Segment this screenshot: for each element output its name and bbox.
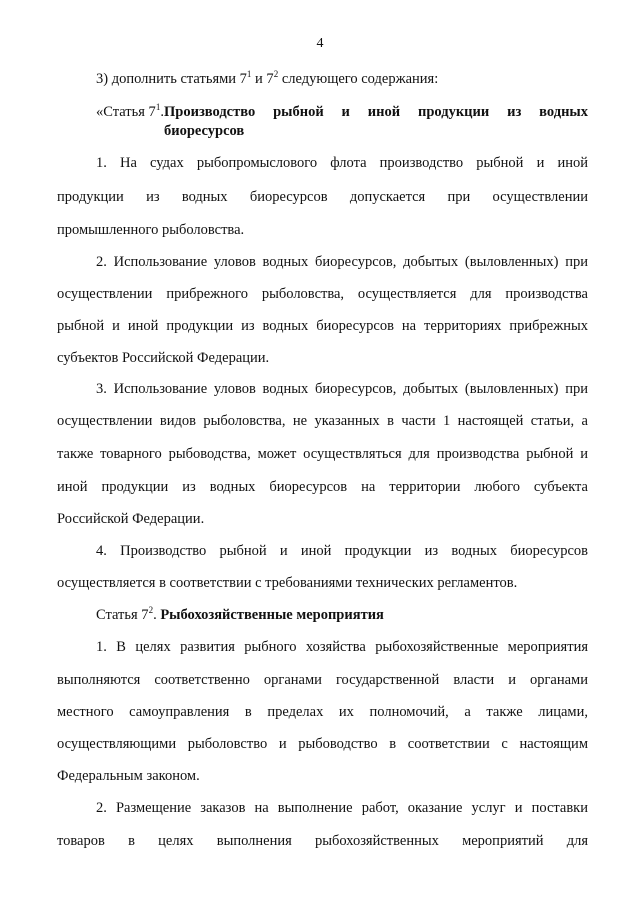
paragraph-3-line-2: осуществлении видов рыболовства, не указанных в части 1 настоящей статьи, а bbox=[57, 413, 588, 429]
amendment-intro: 3) дополнить статьями $7^1$ и $7^2$ следующего содержания: bbox=[96, 69, 439, 87]
paragraph-1-line-2: продукции из водных биоресурсов допускается при осуществлении bbox=[57, 189, 588, 205]
paragraph-4-line-1: 4. Производство рыбной и иной продукции из водных биоресурсов bbox=[96, 543, 588, 559]
paragraph-1-line-1: 1. На судах рыбопромыслового флота производство рыбной и иной bbox=[96, 155, 588, 171]
paragraph-2-line-3: рыбной и иной продукции из водных биоресурсов на территориях прибрежных bbox=[57, 318, 588, 334]
paragraph-2-line-1: 2. Использование уловов водных биоресурсов, добытых (выловленных) при bbox=[96, 254, 588, 270]
article-7-1-label: «Статья $7^1$. bbox=[96, 102, 164, 120]
paragraph-5-line-3: местного самоуправления в пределах их полномочий, а также лицами, bbox=[57, 704, 588, 720]
paragraph-5-line-5: Федеральным законом. bbox=[57, 768, 200, 784]
article-7-2-label: Статья $7^2$. bbox=[96, 605, 161, 623]
paragraph-3-line-5: Российской Федерации. bbox=[57, 511, 205, 527]
paragraph-5-line-1: 1. В целях развития рыбного хозяйства рыбохозяйственные мероприятия bbox=[96, 639, 588, 655]
paragraph-2-line-2: осуществлении прибрежного рыболовства, осуществляется для производства bbox=[57, 286, 588, 302]
paragraph-2-line-4: субъектов Российской Федерации. bbox=[57, 350, 270, 366]
article-7-2-title bbox=[96, 607, 384, 624]
paragraph-3-line-4: иной продукции из водных биоресурсов на территории любого субъекта bbox=[57, 479, 588, 495]
paragraph-6-line-2: товаров в целях выполнения рыбохозяйственных мероприятий для bbox=[57, 833, 588, 849]
paragraph-3-line-1: 3. Использование уловов водных биоресурсов, добытых (выловленных) при bbox=[96, 381, 588, 397]
paragraph-4-line-2: осуществляется в соответствии с требованиями технических регламентов. bbox=[57, 575, 518, 591]
paragraph-5-line-2: выполняются соответственно органами государственной власти и органами bbox=[57, 672, 588, 688]
paragraph-6-line-1: 2. Размещение заказов на выполнение работ, оказание услуг и поставки bbox=[96, 800, 588, 816]
article-7-1-heading-line1: Производство рыбной и иной продукции из водных bbox=[164, 104, 588, 120]
article-7-2-heading: Рыбохозяйственные мероприятия bbox=[160, 607, 384, 623]
article-7-1-heading-line2: биоресурсов bbox=[164, 123, 245, 139]
paragraph-3-line-3: также товарного рыбоводства, может осуществляться для производства рыбной и bbox=[57, 446, 588, 462]
page-number: 4 bbox=[316, 36, 324, 51]
paragraph-1-line-3: промышленного рыболовства. bbox=[57, 222, 245, 238]
paragraph-5-line-4: осуществляющими рыболовство и рыбоводство в соответствии с настоящим bbox=[57, 736, 588, 752]
